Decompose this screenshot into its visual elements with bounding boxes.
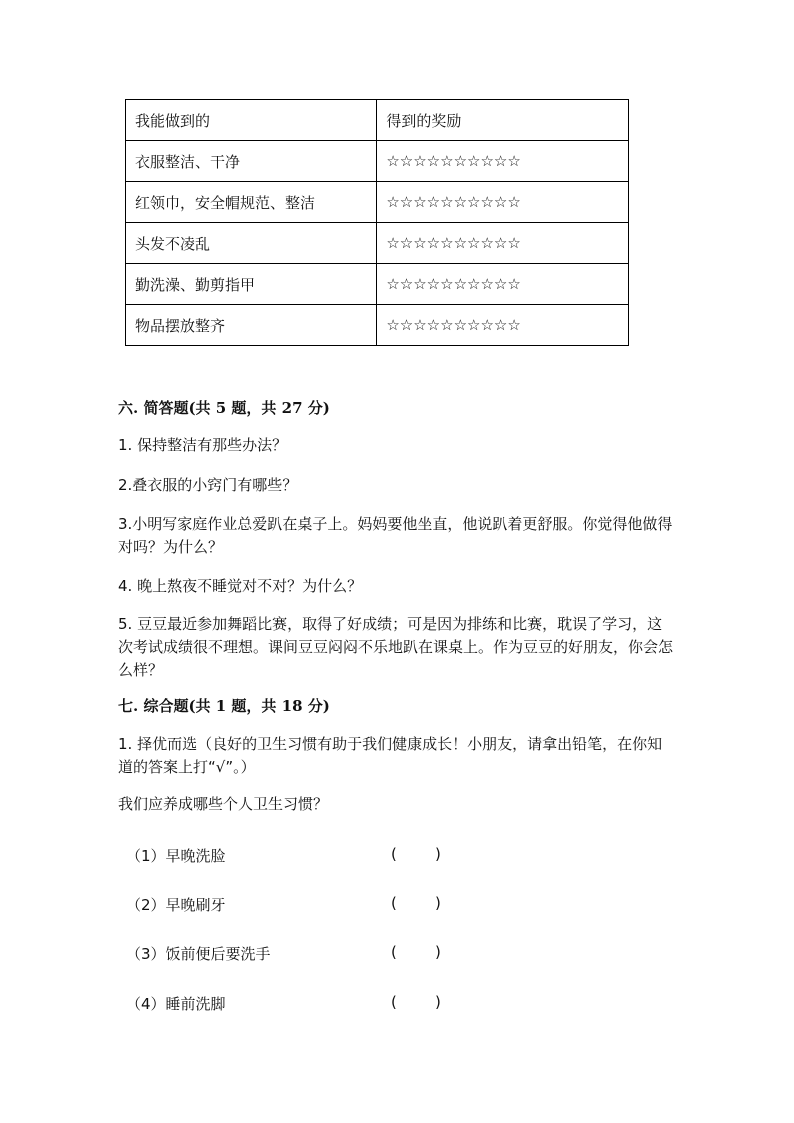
reward-table [125,99,629,346]
question-4: 4. 晚上熬夜不睡觉对不对？为什么？ [118,577,363,595]
composite-question-1: 1. 择优而选（良好的卫生习惯有助于我们健康成长！小朋友，请拿出铅笔，在你知道的答案上打“√”。） [118,735,663,776]
option-label: （2）早晚刷牙 [126,896,226,914]
ability-cell: 头发不凌乱 [126,223,377,264]
table-row [126,182,629,223]
header-cell-abilities: 我能做到的 [126,100,377,141]
table-row [126,305,629,346]
habits-prompt: 我们应养成哪些个人卫生习惯？ [118,795,329,813]
option-label: （1）早晚洗脸 [126,847,226,865]
star-rating-cell: ☆☆☆☆☆☆☆☆☆☆ [377,182,629,223]
answer-blank: ( ) [391,845,441,863]
question-5: 5. 豆豆最近参加舞蹈比赛，取得了好成绩；可是因为排练和比赛，耽误了学习，这次考试成绩很不理想。课间豆豆闷闷不乐地趴在课桌上。作为豆豆的好朋友，你会怎么样？ [118,615,674,679]
star-rating-cell: ☆☆☆☆☆☆☆☆☆☆ [377,223,629,264]
ability-cell: 物品摆放整齐 [126,305,377,346]
ability-cell: 红领巾，安全帽规范、整洁 [126,182,377,223]
question-1: 1. 保持整洁有那些办法？ [118,436,288,454]
star-rating-cell: ☆☆☆☆☆☆☆☆☆☆ [377,305,629,346]
star-rating-cell: ☆☆☆☆☆☆☆☆☆☆ [377,141,629,182]
ability-cell: 勤洗澡、勤剪指甲 [126,264,377,305]
table-row [126,264,629,305]
table-row [126,141,629,182]
question-2: 2.叠衣服的小窍门有哪些？ [118,476,298,494]
option-label: （3）饭前便后要洗手 [126,945,271,963]
section6-heading: 六. 简答题(共 5 题，共 27 分) [118,399,330,417]
header-cell-rewards: 得到的奖励 [377,100,629,141]
answer-blank: ( ) [391,894,441,912]
question-3: 3.小明写家庭作业总爱趴在桌子上。妈妈要他坐直，他说趴着更舒服。你觉得他做得对吗？为什么？ [118,515,673,556]
ability-cell: 衣服整洁、干净 [126,141,377,182]
star-rating-cell: ☆☆☆☆☆☆☆☆☆☆ [377,264,629,305]
section7-heading: 七. 综合题(共 1 题，共 18 分) [118,697,330,715]
option-label: （4）睡前洗脚 [126,995,226,1013]
table-row [126,223,629,264]
answer-blank: ( ) [391,943,441,961]
table-header-row [126,100,629,141]
answer-blank: ( ) [391,993,441,1011]
